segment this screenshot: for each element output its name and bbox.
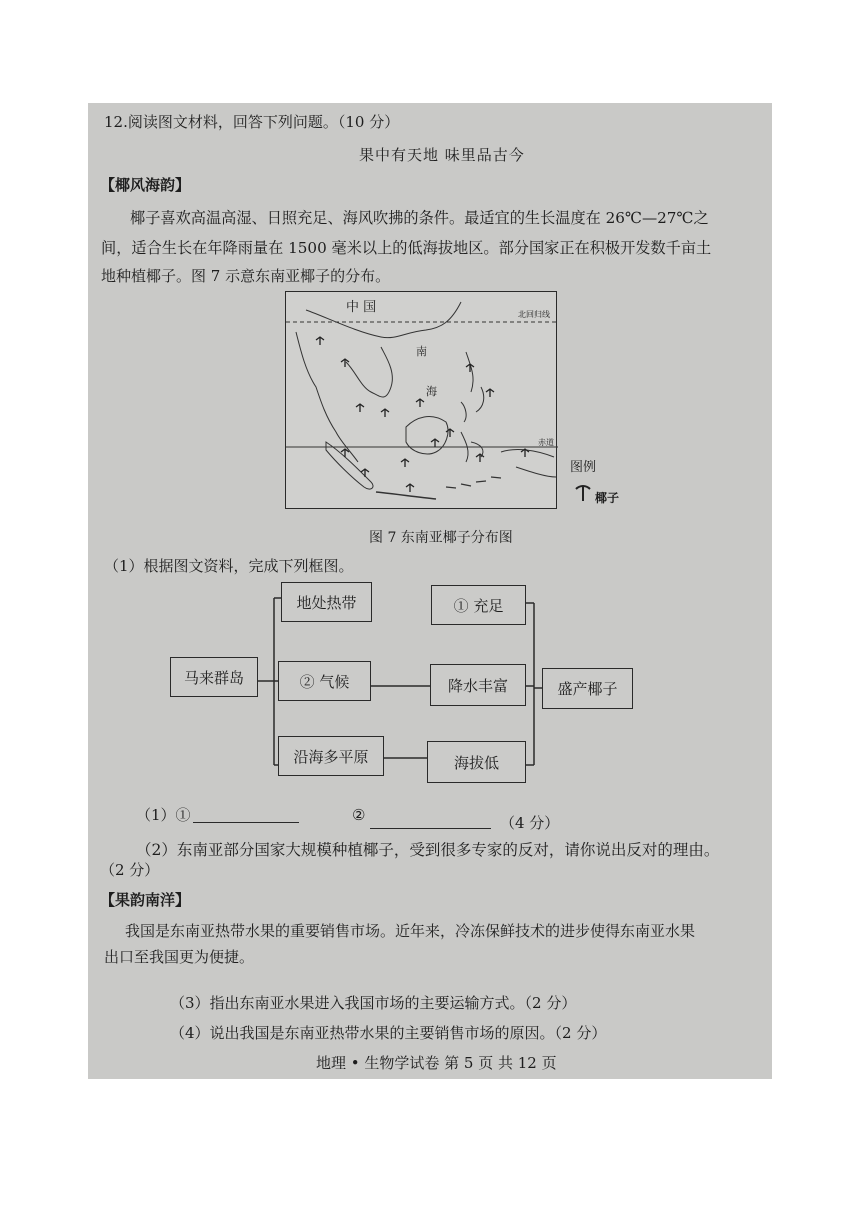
diagram-box-source: 马来群岛 bbox=[170, 657, 258, 697]
question-2-score: （2 分） bbox=[100, 861, 160, 879]
diagram-box-plains: 沿海多平原 bbox=[278, 736, 384, 776]
paragraph-line: 地种植椰子。图 7 示意东南亚椰子的分布。 bbox=[101, 267, 391, 285]
diagram-box-sunlight: ① 充足 bbox=[431, 585, 526, 625]
page-footer: 地理 • 生物学试卷 第 5 页 共 12 页 bbox=[316, 1054, 557, 1072]
paragraph-line: 椰子喜欢高温高湿、日照充足、海风吹拂的条件。最适宜的生长温度在 26℃—27℃之 bbox=[130, 209, 709, 227]
paragraph-line: 出口至我国更为便捷。 bbox=[104, 948, 255, 966]
map-label-china: 中 国 bbox=[346, 300, 377, 315]
section-title-coconut: 【椰风海韵】 bbox=[100, 176, 191, 194]
question-3: （3）指出东南亚水果进入我国市场的主要运输方式。（2 分） bbox=[170, 994, 577, 1012]
diagram-box-tropics: 地处热带 bbox=[281, 582, 372, 622]
question-4: （4）说出我国是东南亚热带水果的主要销售市场的原因。（2 分） bbox=[170, 1024, 607, 1042]
section-title-fruit: 【果韵南洋】 bbox=[100, 891, 191, 909]
map-caption: 图 7 东南亚椰子分布图 bbox=[369, 530, 513, 546]
diagram-box-result: 盛产椰子 bbox=[542, 668, 633, 709]
answer-blank-1[interactable] bbox=[193, 822, 299, 823]
answer-label-2: ② bbox=[352, 806, 366, 824]
paragraph-line: 我国是东南亚热带水果的重要销售市场。近年来，冷冻保鲜技术的进步使得东南亚水果 bbox=[125, 922, 696, 940]
map-label-nan: 南 bbox=[416, 345, 427, 358]
answer-score: （4 分） bbox=[500, 814, 560, 832]
map-label-tropic: 北回归线 bbox=[518, 310, 550, 319]
question-subtitle: 果中有天地 味里品古今 bbox=[359, 146, 525, 164]
diagram-box-rainfall: 降水丰富 bbox=[430, 664, 526, 706]
question-1-intro: （1）根据图文资料，完成下列框图。 bbox=[104, 557, 354, 575]
diagram-box-altitude: 海拔低 bbox=[427, 741, 526, 783]
paragraph-line: 间，适合生长在年降雨量在 1500 毫米以上的低海拔地区。部分国家正在积极开发数千亩土 bbox=[101, 239, 712, 257]
map-label-hai: 海 bbox=[426, 385, 437, 398]
question-2: （2）东南亚部分国家大规模种植椰子，受到很多专家的反对，请你说出反对的理由。 bbox=[136, 841, 720, 859]
map-legend-title: 图例 bbox=[570, 460, 597, 475]
diagram-box-climate: ② 气候 bbox=[278, 661, 371, 701]
answer-label-1: （1）① bbox=[136, 806, 191, 824]
map-legend-item: 椰子 bbox=[595, 491, 620, 505]
answer-blank-2[interactable] bbox=[370, 828, 491, 829]
map-label-equator: 赤道 bbox=[538, 438, 554, 447]
question-header: 12.阅读图文材料，回答下列问题。（10 分） bbox=[104, 113, 400, 131]
